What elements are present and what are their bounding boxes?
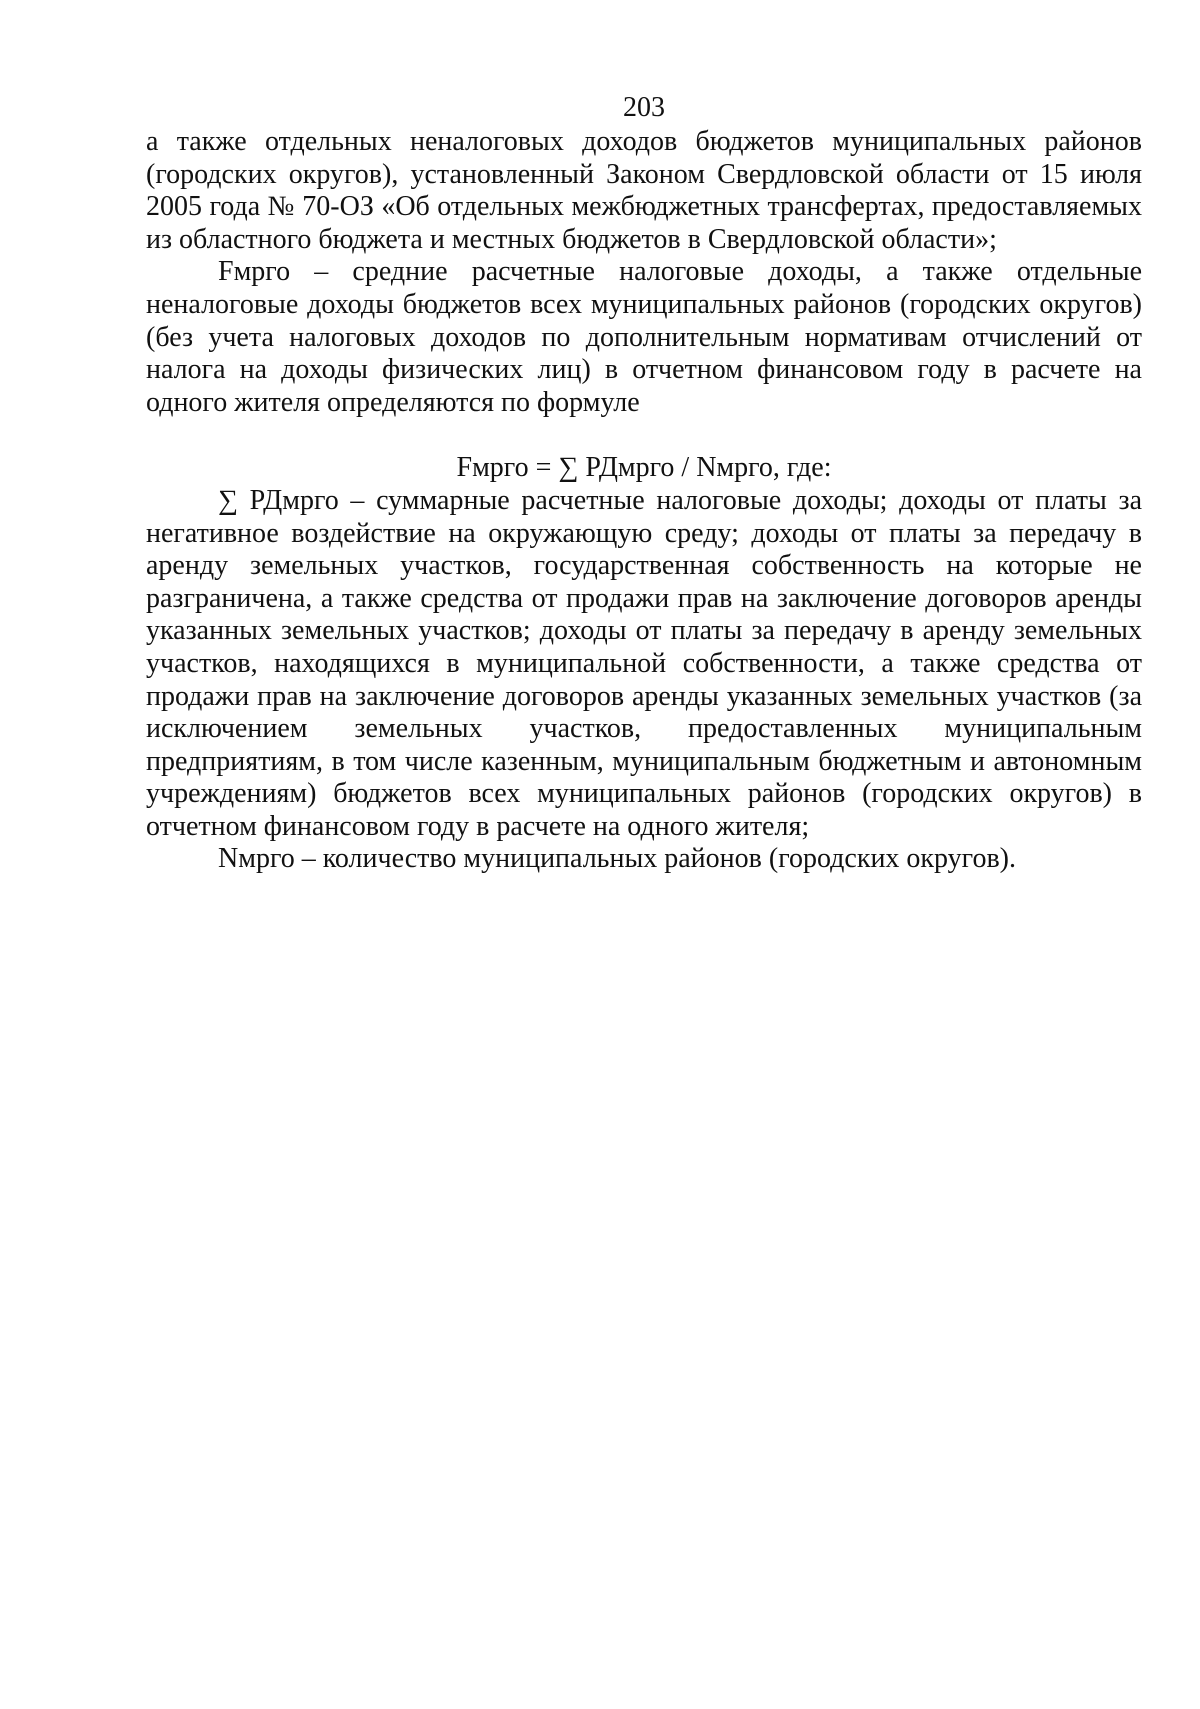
- paragraph-nmrgo-definition: Nмрго – количество муниципальных районов (городских округов).: [218, 843, 1016, 875]
- document-page: [146, 0, 1142, 876]
- paragraph-rdmrgo-definition: ∑ РДмрго – суммарные расчетные налоговые доходы; доходы от платы за негативное воздействие на окружающую среду; доходы от платы за передачу в аренду земельных участков, государственная собственность на которые не разграничена, а также средства от продажи прав на заключение договоров аренды указанных земельных участков; доходы от платы за передачу в аренду земельных участков, находящихся в муниципальной собственности, а также средства от продажи прав на заключение договоров аренды указанных земельных участков (за исключением земельных участков, предоставленных муниципальным предприятиям, в том числе казенным, муниципальным бюджетным и автономным учреждениям) бюджетов всех муниципальных районов (городских округов) в отчетном финансовом году в расчете на одного жителя;: [146, 484, 1142, 842]
- formula: Fмрго = ∑ РДмрго / Nмрго, где:: [456, 452, 832, 484]
- paragraph-continuation: а также отдельных неналоговых доходов бюджетов муниципальных районов (городских округов), установленный Законом Свердловской области от 15 июля 2005 года № 70-ОЗ «Об отдельных межбюджетных трансфертах, предоставляемых из областного бюджета и местных бюджетов в Свердловской области»;: [146, 126, 1142, 255]
- paragraph-fmrgo-definition: Fмрго – средние расчетные налоговые доходы, а также отдельные неналоговые доходы бюджетов всех муниципальных районов (городских округов) (без учета налоговых доходов по дополнительным нормативам отчислений от налога на доходы физических лиц) в отчетном финансовом году в расчете на одного жителя определяются по формуле: [146, 256, 1142, 418]
- page-number: 203: [623, 92, 665, 123]
